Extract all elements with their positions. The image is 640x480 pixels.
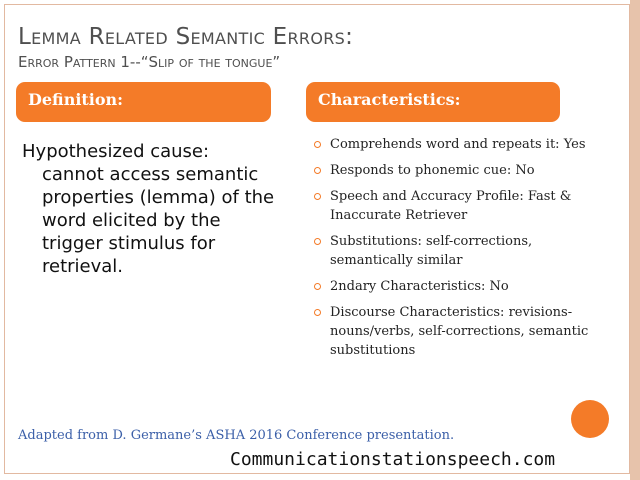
item-label: Comprehends word and repeats it:	[330, 137, 564, 152]
list-item	[314, 187, 606, 225]
definition-header-box	[16, 82, 271, 122]
orange-circle-decoration	[571, 400, 609, 438]
definition-lead: Hypothesized cause:	[22, 141, 210, 162]
website-url: Communicationstationspeech.com	[230, 449, 556, 470]
circle-bullet-icon	[314, 309, 321, 316]
attribution-note: Adapted from D. Germane’s ASHA 2016 Conference presentation.	[18, 428, 455, 443]
item-label: Discourse Characteristics:	[330, 305, 509, 320]
circle-bullet-icon	[314, 193, 321, 200]
definition-text	[22, 140, 282, 278]
slide-title: Lemma Related Semantic Errors:	[18, 24, 354, 50]
characteristics-list	[314, 135, 606, 367]
item-label: Responds to phonemic cue:	[330, 163, 516, 178]
characteristics-header-box	[306, 82, 560, 122]
item-label: Substitutions:	[330, 234, 427, 249]
item-value: self-corrections, semantically similar	[330, 234, 533, 268]
characteristics-header: Characteristics:	[318, 90, 461, 109]
circle-bullet-icon	[314, 141, 321, 148]
list-item	[314, 303, 606, 360]
item-label: 2ndary Characteristics:	[330, 279, 490, 294]
decorative-side-bar	[630, 0, 640, 480]
list-item	[314, 232, 606, 270]
list-item	[314, 161, 606, 180]
circle-bullet-icon	[314, 238, 321, 245]
item-value: Yes	[563, 137, 586, 152]
item-value: revisions-nouns/verbs, self-corrections, semantic substitutions	[330, 305, 589, 358]
definition-body: cannot access semantic properties (lemma) of the word elicited by the trigger stimulus for retrieval.	[42, 164, 275, 277]
item-value: No	[489, 279, 509, 294]
item-label: Speech and Accuracy Profile:	[330, 189, 528, 204]
list-item	[314, 135, 606, 154]
definition-header: Definition:	[28, 90, 124, 109]
item-value: No	[515, 163, 535, 178]
circle-bullet-icon	[314, 167, 321, 174]
item-value: Fast & Inaccurate Retriever	[330, 189, 572, 223]
slide-subtitle: Error Pattern 1--“Slip of the tongue”	[18, 53, 281, 71]
circle-bullet-icon	[314, 283, 321, 290]
list-item	[314, 277, 606, 296]
